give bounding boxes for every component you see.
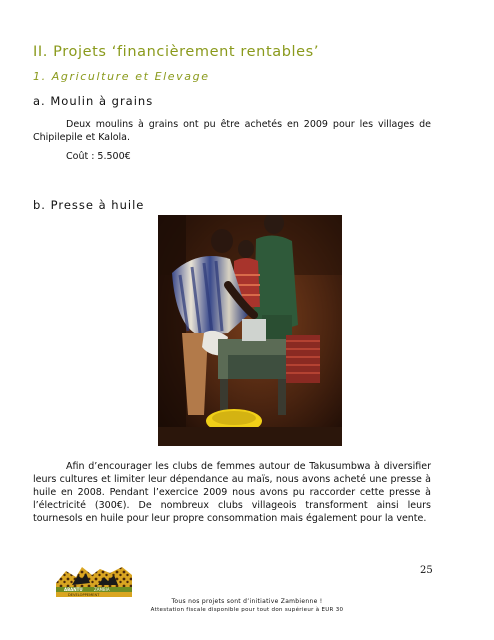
grain-mill-cost: Coût : 5.500€	[66, 151, 131, 162]
logo-text-main: ABANTU	[64, 587, 83, 592]
grain-mill-paragraph: Deux moulins à grains ont pu être achetés en 2009 pour les villages de Chipilepile et Kalola.	[33, 119, 431, 143]
oil-press-photo	[158, 215, 342, 446]
footer-line-initiative: Tous nos projets sont d’initiative Zambienne !	[171, 598, 323, 605]
item-title-grain-mill: a. Moulin à grains	[33, 94, 154, 108]
logo-text-side: ZAMBIA	[94, 587, 110, 592]
logo-text-sub: DEVELOPPEMENT	[68, 592, 100, 597]
footer-line-tax: Attestation fiscale disponible pour tout don supérieur à EUR 30	[150, 607, 344, 613]
item-title-oil-press: b. Presse à huile	[33, 198, 145, 212]
section-heading: II. Projets ‘financièrement rentables’	[33, 44, 320, 60]
oil-press-paragraph: Afin d’encourager les clubs de femmes autour de Takusumbwa à diversifier leurs cultures et limiter leur dépendance au maïs, nous avons acheté une presse à huile en 2008. Pendant l’exercice 2009 nous avons pu raccorder cette presse à l’électricité (300€). De nombreux clubs villageois transforment ainsi leurs tournesols en huile pour leur propre consommation mais également pour la vente.	[33, 461, 431, 524]
subsection-heading: 1. Agriculture et Elevage	[33, 70, 210, 83]
abantu-zambia-logo	[52, 563, 136, 599]
page-number: 25	[420, 565, 433, 576]
